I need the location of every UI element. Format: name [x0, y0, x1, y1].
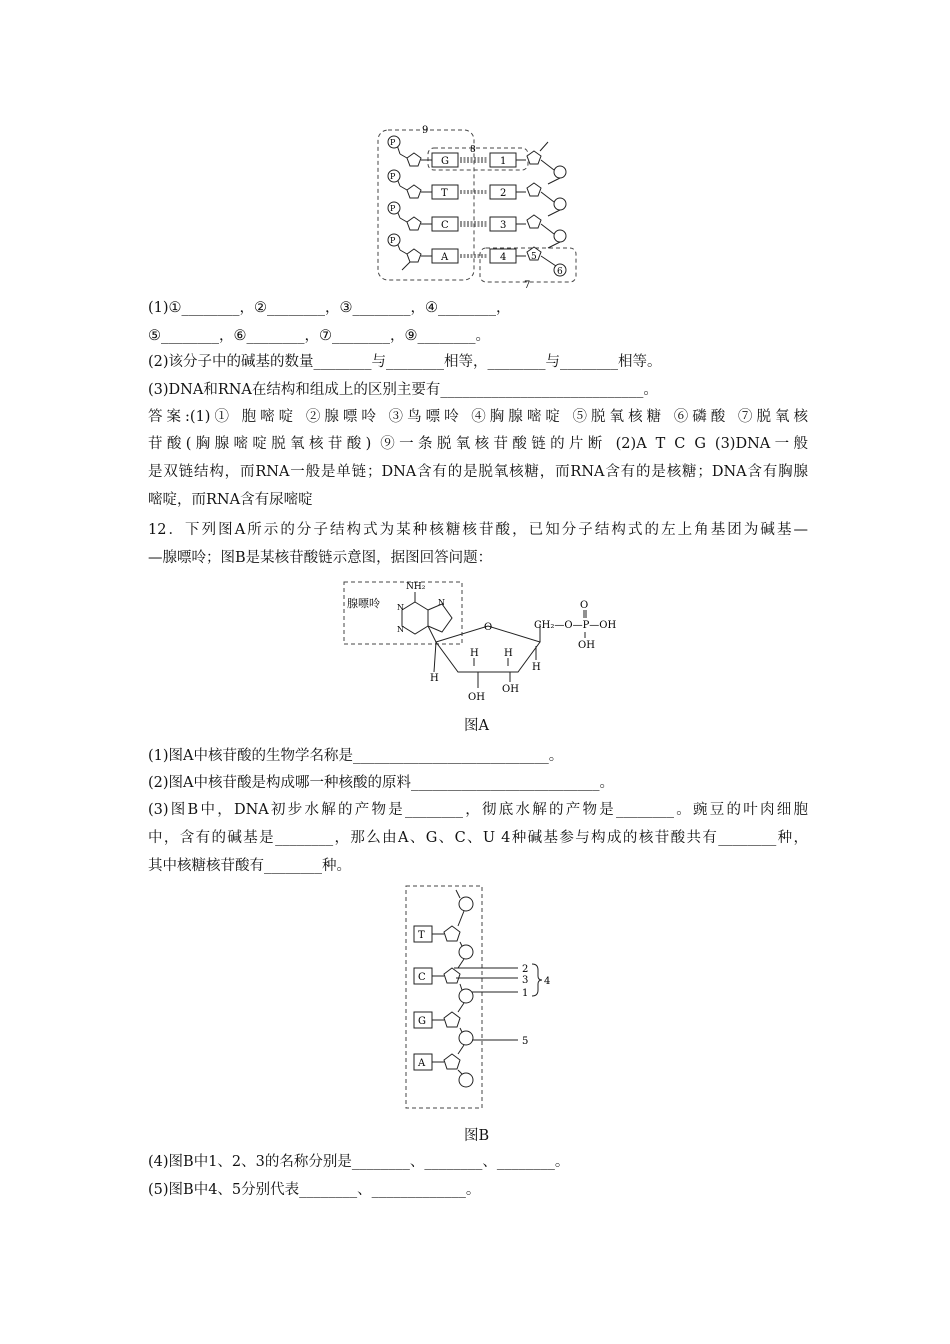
phosphate-oh: OH [578, 640, 595, 651]
base-left-4: A [441, 252, 449, 263]
q12-q5: (5)图B中4、5分别代表________、_____________。 [148, 1182, 481, 1198]
figure-b-nucleotide-chain [400, 882, 560, 1112]
right-phosphates [548, 166, 566, 276]
q11-answer-4: 嘧啶，而RNA含有尿嘧啶 [148, 492, 313, 508]
svg-text:N: N [438, 598, 445, 607]
svg-text:N: N [397, 603, 404, 612]
q12-q3-line-3: 其中核糖核苷酸有________种。 [148, 858, 351, 874]
h-2: H [470, 648, 479, 659]
nh2-label: NH₂ [406, 582, 426, 592]
ring-o: O [484, 622, 493, 633]
label-6: 6 [557, 267, 563, 277]
figure-a-nucleotide [340, 576, 620, 711]
svg-text:P: P [390, 204, 396, 213]
right-sugars [527, 142, 556, 266]
base-right-4: 4 [500, 252, 507, 263]
svg-text:P: P [390, 138, 396, 147]
hydrogen-bonds [460, 158, 488, 257]
left-sugars [400, 153, 421, 270]
label-5: 5 [531, 252, 537, 262]
base-left-1: G [441, 156, 449, 167]
chain-label-2: 2 [522, 964, 529, 975]
figure-a-caption: 图A [464, 718, 489, 734]
q11-line-1: (1)①________，②________，③________，④________， [148, 300, 511, 316]
q12-q1: (1)图A中核苷酸的生物学名称是___________________________。 [148, 748, 564, 764]
q11-answer-3: 是双链结构，而RNA一般是单链；DNA含有的是脱氧核糖，而RNA含有的是核糖；DNA含有胸腺 [148, 464, 808, 480]
oh-2: OH [502, 684, 519, 695]
chain-base-4: A [418, 1058, 426, 1069]
chain-base-3: G [418, 1016, 426, 1027]
left-backbone [396, 142, 400, 250]
label-9: 9 [422, 125, 429, 136]
figure-b-caption: 图B [464, 1128, 490, 1144]
chain-label-4: 4 [544, 976, 551, 987]
svg-text:P: P [390, 236, 396, 245]
base-left-3: C [441, 220, 449, 231]
h-3: H [504, 648, 513, 659]
q11-answer-1: 答案:(1)① 胞嘧啶 ②腺嘌呤 ③鸟嘌呤 ④胸腺嘧啶 ⑤脱氧核糖 ⑥磷酸 ⑦脱氧核 [148, 409, 808, 425]
base-right-3: 3 [500, 220, 507, 231]
left-phosphates [388, 136, 400, 246]
label-8: 8 [470, 145, 476, 155]
q12-q4: (4)图B中1、2、3的名称分别是________、________、________。 [148, 1154, 570, 1170]
chain-base-2: C [418, 972, 426, 983]
chain-phosphates [456, 890, 473, 1087]
chain-sugars [444, 926, 460, 1069]
phosphate-o-top: O [580, 600, 589, 611]
q11-answer-2: 苷酸(胸腺嘧啶脱氧核苷酸) ⑨一条脱氧核苷酸链的片断 (2)A T C G (3)DNA一般 [148, 436, 808, 452]
q12-q3-line-1: (3)图B中，DNA初步水解的产物是________，彻底水解的产物是________。豌豆的叶肉细胞 [148, 802, 808, 818]
h-4: H [532, 662, 541, 673]
chain-label-5: 5 [522, 1036, 529, 1047]
q12-q3-line-2: 中，含有的碱基是________，那么由A、G、C、U 4种碱基参与构成的核苷酸共有________种， [148, 830, 808, 846]
svg-text:P: P [390, 172, 396, 181]
adenine-label: 腺嘌呤 [347, 597, 380, 610]
q12-q2: (2)图A中核苷酸是构成哪一种核酸的原料__________________________。 [148, 775, 615, 791]
brace-4 [532, 964, 542, 996]
dna-double-strand-figure [370, 120, 590, 290]
q12-line-1: 12．下列图A所示的分子结构式为某种核糖核苷酸，已知分子结构式的左上角基团为碱基— [148, 522, 808, 538]
q11-line-3: (2)该分子中的碱基的数量________与________相等，________与________相等。 [148, 354, 662, 370]
q11-line-4: (3)DNA和RNA在结构和组成上的区别主要有____________________________。 [148, 382, 658, 398]
h-1: H [430, 673, 439, 684]
svg-text:N: N [397, 625, 404, 634]
chain-bases [414, 926, 444, 1070]
base-right-2: 2 [500, 188, 507, 199]
ch2o-p-oh: CH₂—O—P—OH [534, 620, 617, 631]
chain-base-1: T [418, 930, 425, 941]
q12-line-2: —腺嘌呤；图B是某核苷酸链示意图，据图回答问题： [148, 550, 493, 566]
label-7: 7 [524, 280, 531, 291]
chain-label-1: 1 [522, 988, 529, 999]
adenine-box [344, 582, 462, 644]
q11-line-2: ⑤________，⑥________，⑦________，⑨________。 [148, 328, 490, 344]
base-right-1: 1 [500, 156, 507, 167]
chain-label-3: 3 [522, 975, 529, 986]
oh-1: OH [468, 692, 485, 703]
base-left-2: T [441, 188, 448, 199]
